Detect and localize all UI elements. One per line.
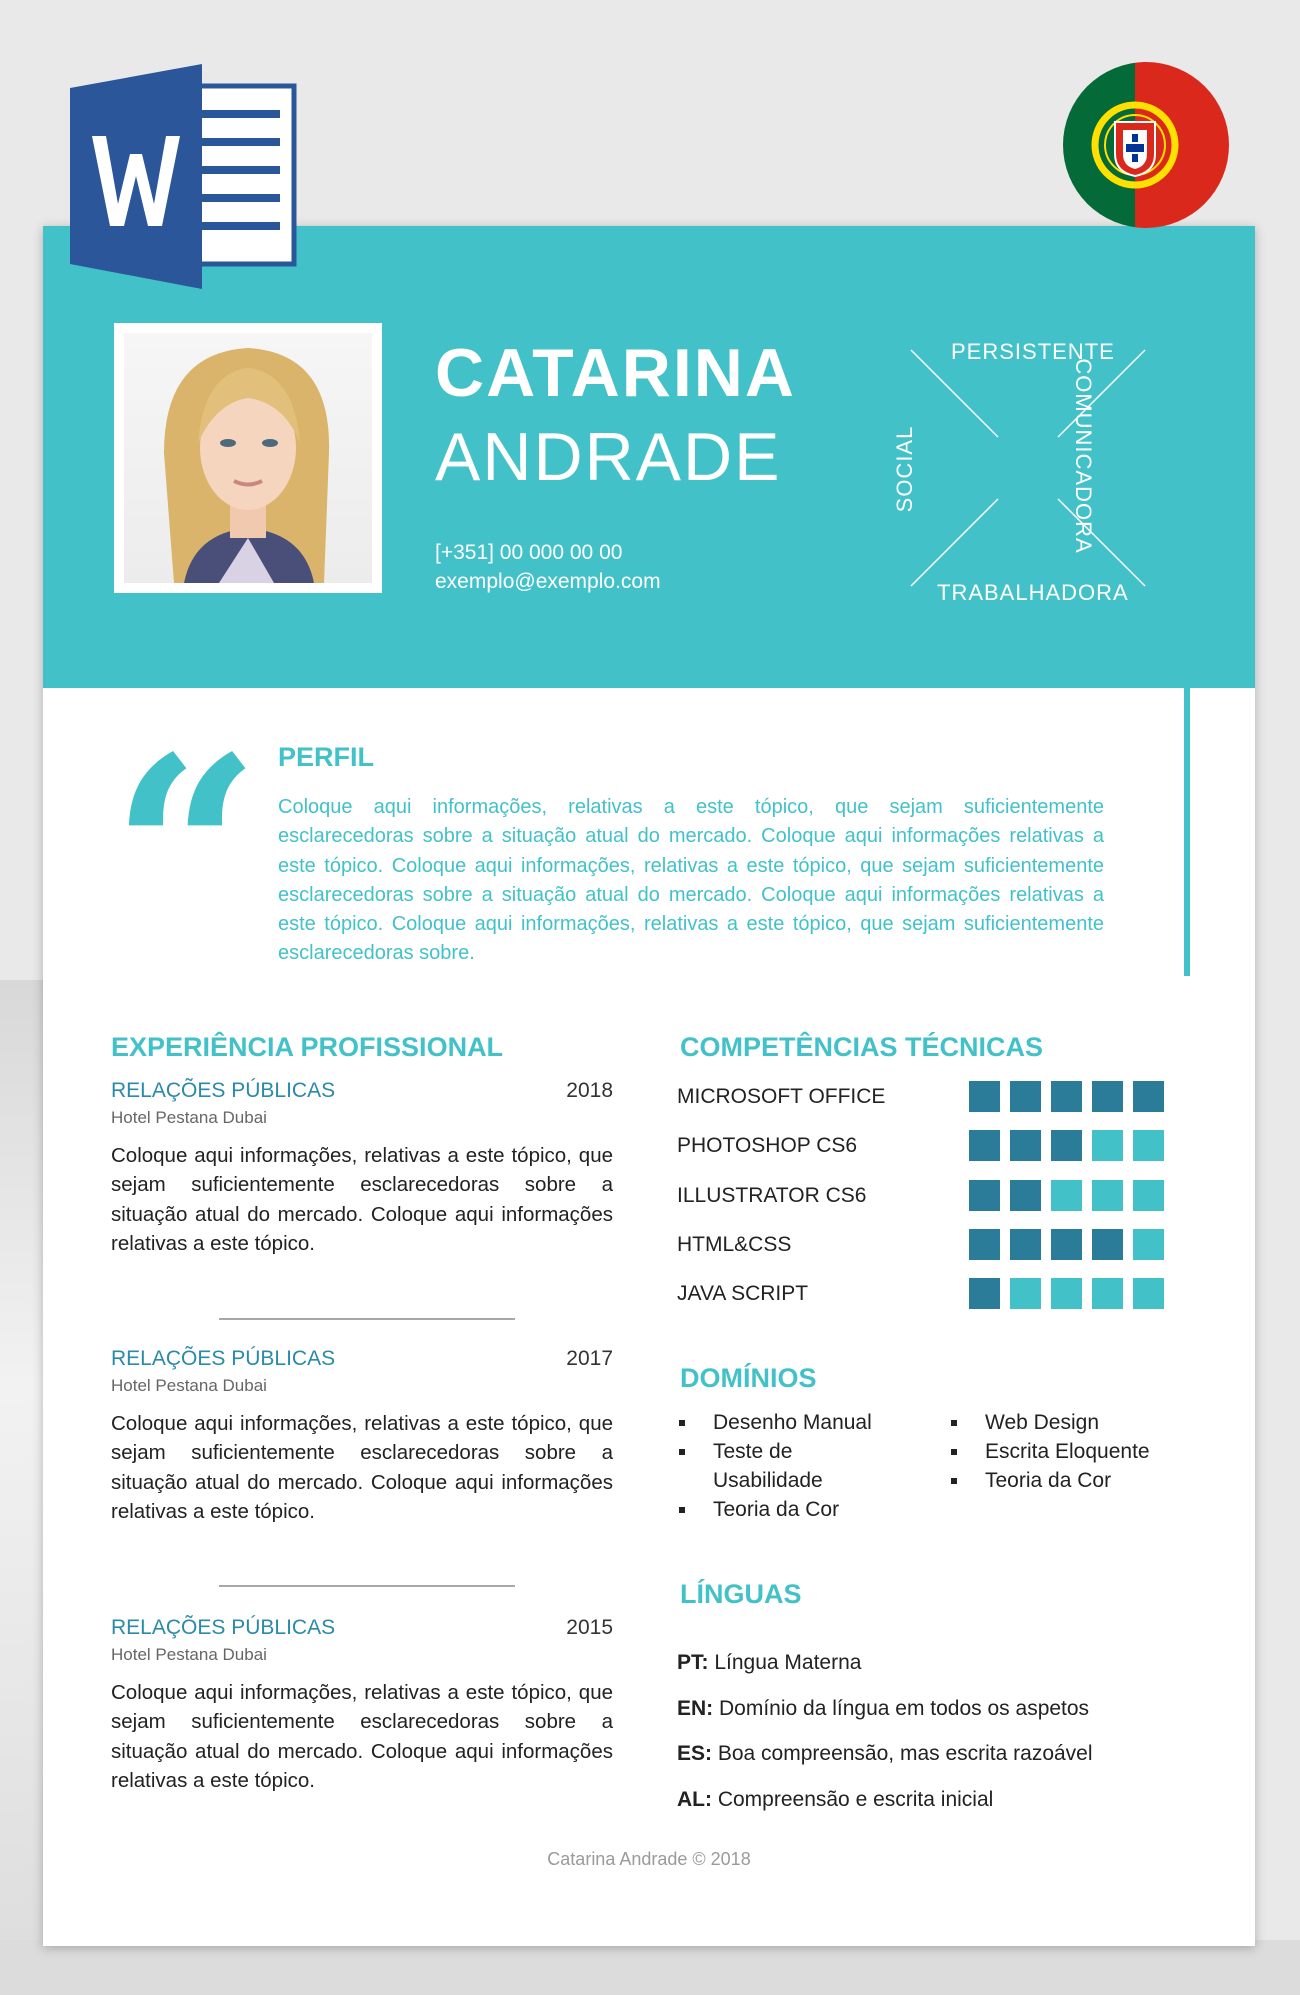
language-item xyxy=(677,1788,993,1812)
microsoft-word-icon xyxy=(70,64,300,289)
job-divider xyxy=(219,1318,515,1320)
skill-square-empty xyxy=(1051,1180,1082,1211)
experience-title: EXPERIÊNCIA PROFISSIONAL xyxy=(111,1032,504,1062)
skill-square-empty xyxy=(1133,1130,1164,1161)
skill-square-empty xyxy=(1010,1278,1041,1309)
language-item xyxy=(677,1651,861,1675)
language-item xyxy=(677,1742,1093,1766)
language-code: EN: xyxy=(677,1697,714,1720)
skill-name: MICROSOFT OFFICE xyxy=(677,1085,886,1108)
skill-square-empty xyxy=(1133,1229,1164,1260)
skill-square-filled xyxy=(969,1081,1000,1112)
skill-square-filled xyxy=(1092,1081,1123,1112)
job-year: 2015 xyxy=(566,1616,613,1639)
domains-title: DOMÍNIOS xyxy=(680,1363,817,1393)
skill-level xyxy=(969,1130,1164,1161)
job-year: 2018 xyxy=(566,1079,613,1102)
domain-item: Teoria da Cor xyxy=(949,1466,1199,1495)
skill-level xyxy=(969,1278,1164,1309)
job-title: RELAÇÕES PÚBLICAS xyxy=(111,1079,336,1102)
language-level: Língua Materna xyxy=(708,1651,862,1674)
skill-square-empty xyxy=(1051,1278,1082,1309)
skill-square-filled xyxy=(969,1229,1000,1260)
language-level: Compreensão e escrita inicial xyxy=(712,1788,994,1811)
skill-name: JAVA SCRIPT xyxy=(677,1282,809,1305)
skill-square-filled xyxy=(1010,1229,1041,1260)
phone-number: [+351] 00 000 00 00 xyxy=(435,541,623,564)
job-description: Coloque aqui informações, relativas a este tópico, que sejam suficientemente esclarecedoras sobre a situação atual do mercado. Coloque aqui informações relativas a este tópico. xyxy=(111,1681,613,1792)
skill-square-filled xyxy=(1051,1130,1082,1161)
profile-photo-frame xyxy=(114,323,382,593)
skill-square-filled xyxy=(1010,1180,1041,1211)
skill-square-filled xyxy=(1010,1081,1041,1112)
skill-square-empty xyxy=(1092,1278,1123,1309)
language-code: PT: xyxy=(677,1651,709,1674)
job-year: 2017 xyxy=(566,1347,613,1370)
job-company: Hotel Pestana Dubai xyxy=(111,1645,267,1664)
resume-header xyxy=(43,226,1255,688)
skill-square-empty xyxy=(1133,1180,1164,1211)
resume-page xyxy=(43,226,1255,1946)
trait-left: SOCIAL xyxy=(892,425,917,513)
skill-square-filled xyxy=(969,1278,1000,1309)
skill-square-empty xyxy=(1133,1278,1164,1309)
language-level: Boa compreensão, mas escrita razoável xyxy=(712,1742,1093,1765)
language-code: ES: xyxy=(677,1742,713,1765)
job-company: Hotel Pestana Dubai xyxy=(111,1108,267,1127)
domains-list-left xyxy=(677,1408,927,1524)
trait-top: PERSISTENTE xyxy=(951,339,1115,364)
skill-square-empty xyxy=(1092,1180,1123,1211)
skill-square-empty xyxy=(1092,1130,1123,1161)
skills-title: COMPETÊNCIAS TÉCNICAS xyxy=(680,1032,1044,1062)
domain-item: Web Design xyxy=(949,1408,1199,1437)
language-code: AL: xyxy=(677,1788,712,1811)
job-divider xyxy=(219,1585,515,1587)
skill-row xyxy=(677,1081,1177,1113)
job-description: Coloque aqui informações, relativas a este tópico, que sejam suficientemente esclarecedoras sobre a situação atual do mercado. Coloque aqui informações relativas a este tópico. xyxy=(111,1412,613,1523)
job-entry xyxy=(111,1079,613,1259)
job-entry xyxy=(111,1347,613,1527)
quote-icon: “ xyxy=(111,701,261,1006)
skill-level xyxy=(969,1229,1164,1260)
job-description: Coloque aqui informações, relativas a este tópico, que sejam suficientemente esclarecedoras sobre a situação atual do mercado. Coloque aqui informações relativas a este tópico. xyxy=(111,1144,613,1255)
job-entry xyxy=(111,1616,613,1796)
domain-item: Desenho Manual xyxy=(677,1408,927,1437)
skill-level xyxy=(969,1081,1164,1112)
skill-square-filled xyxy=(1133,1081,1164,1112)
domain-item: Teoria da Cor xyxy=(677,1495,927,1524)
skill-row xyxy=(677,1130,1177,1162)
skill-level xyxy=(969,1180,1164,1211)
trait-right: COMUNICADORA xyxy=(1071,358,1096,554)
skill-square-filled xyxy=(1051,1081,1082,1112)
domain-item: Teste de Usabilidade xyxy=(677,1437,873,1495)
last-name: ANDRADE xyxy=(435,419,782,495)
profile-side-bar xyxy=(1184,688,1190,976)
portrait-illustration xyxy=(124,333,372,583)
profile-title: PERFIL xyxy=(278,742,375,772)
skill-row xyxy=(677,1180,1177,1212)
skill-row xyxy=(677,1229,1177,1261)
job-title: RELAÇÕES PÚBLICAS xyxy=(111,1347,336,1370)
language-item xyxy=(677,1697,1089,1721)
skill-square-filled xyxy=(1051,1229,1082,1260)
skill-square-filled xyxy=(969,1130,1000,1161)
skill-name: ILLUSTRATOR CS6 xyxy=(677,1184,867,1207)
domain-item: Escrita Eloquente xyxy=(949,1437,1199,1466)
languages-title: LÍNGUAS xyxy=(680,1579,802,1609)
skill-square-filled xyxy=(1092,1229,1123,1260)
skill-row xyxy=(677,1278,1177,1310)
language-level: Domínio da língua em todos os aspetos xyxy=(713,1697,1090,1720)
profile-text: Coloque aqui informações, relativas a este tópico, que sejam suficientemente esclarecedoras sobre a situação atual do mercado. Coloque aqui informações relativas a este tópico. Coloque aqui informações, relativas a este tópico, que sejam suficientemente esclarecedoras sobre a situação atual do mercado. Coloque aqui informações relativas a este tópico. Coloque aqui informações, relativas a este tópico, que sejam suficientemente esclarecedoras sobre. xyxy=(278,796,1104,965)
skill-square-filled xyxy=(1010,1130,1041,1161)
skill-name: PHOTOSHOP CS6 xyxy=(677,1134,858,1157)
job-title: RELAÇÕES PÚBLICAS xyxy=(111,1616,336,1639)
desk-background-bottom xyxy=(0,1940,1300,1995)
portugal-flag-icon xyxy=(1063,62,1229,228)
skill-name: HTML&CSS xyxy=(677,1233,792,1256)
skill-square-filled xyxy=(969,1180,1000,1211)
trait-bottom: TRABALHADORA xyxy=(937,580,1129,605)
email-address: exemplo@exemplo.com xyxy=(435,570,661,593)
profile-photo xyxy=(124,333,372,583)
domains-list-right xyxy=(949,1408,1199,1495)
job-company: Hotel Pestana Dubai xyxy=(111,1376,267,1395)
traits-x-graphic xyxy=(903,344,1153,594)
footer-copyright: Catarina Andrade © 2018 xyxy=(547,1849,751,1869)
first-name: CATARINA xyxy=(435,335,796,411)
